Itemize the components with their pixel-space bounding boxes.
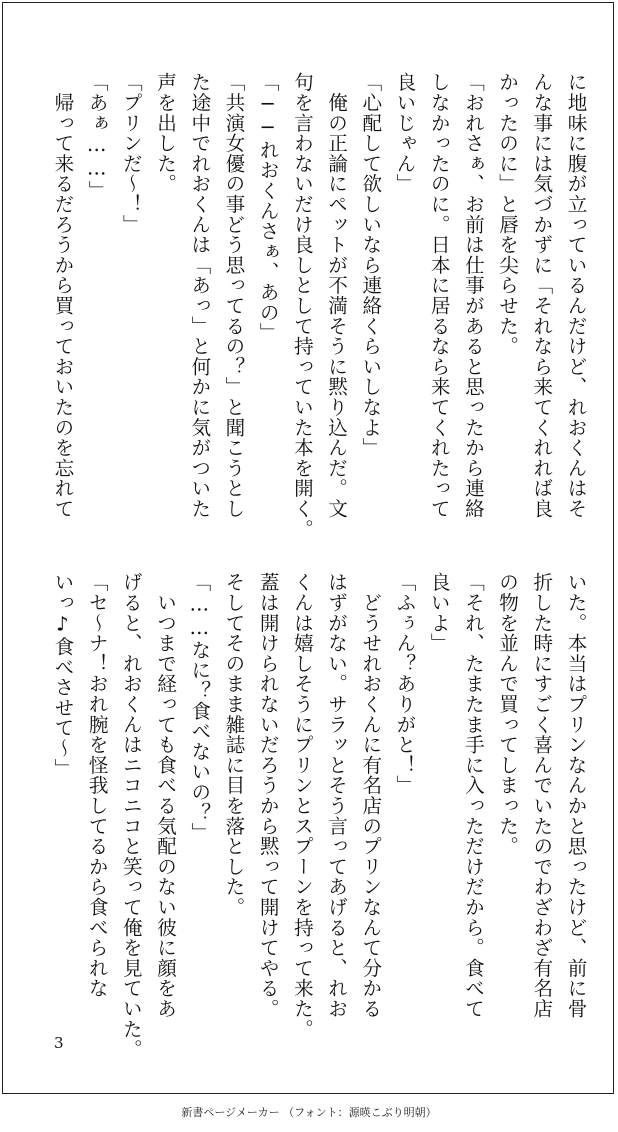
text-line: 句を言わないだけ良しとして持っていた本を開く。	[290, 72, 314, 539]
text-line: 良いよ」	[427, 572, 451, 654]
text-line: いっ♪食べさせて〜」	[50, 572, 74, 779]
text-line: 「──れおくんさぁ、あの」	[256, 72, 280, 343]
text-line: いた。本当はプリンなんかと思ったけど、前に骨	[564, 572, 587, 1019]
text-line: そしてそのまま雑誌に目を落とした。	[221, 572, 245, 918]
text-line: 声を出した。	[153, 72, 177, 194]
text-line: の物を並んで買ってしまった。	[495, 572, 519, 857]
text-line: 「プリンだ〜！」	[119, 72, 143, 235]
text-block-top	[50, 72, 592, 539]
text-line: くんは嬉しそうにプリンとスプーンを持って来た。	[290, 572, 314, 1039]
text-line: どうせれおくんに有名店のプリンなんて分かる	[358, 572, 382, 1019]
footer-credit: 新書ページメーカー （フォント：源暎こぶり明朝）	[181, 1106, 437, 1119]
vertical-text-top	[50, 72, 592, 539]
text-line: はずがない。サラッとそう言ってあげると、れお	[324, 572, 348, 1019]
text-line: 良いじゃん」	[392, 72, 416, 194]
text-line: 蓋は開けられないだろうから黙って開けてやる。	[256, 572, 280, 1019]
text-line: 「……なに？食べないの？」	[187, 572, 211, 843]
text-line: 「心配して欲しいなら連絡くらいしなよ」	[358, 72, 382, 458]
vertical-text-bottom	[50, 572, 592, 1060]
text-line: 「ふぅん？ありがと！」	[392, 572, 416, 796]
text-line: いつまで経っても食べる気配のない彼に顔をあ	[153, 572, 177, 1019]
text-line: かったのに」と唇を尖らせた。	[495, 72, 519, 357]
text-line: 「あぁ……」	[85, 72, 109, 201]
text-line: た途中でれおくんは「あっ」と何かに気がついた	[187, 72, 211, 519]
text-line: 「共演女優の事どう思ってるの？」と聞こうとし	[221, 72, 245, 519]
text-line: 折した時にすごく喜んでいたのでわざわざ有名店	[529, 572, 553, 1019]
text-line: げると、れおくんはニコニコと笑って俺を見ていた。	[119, 572, 143, 1060]
text-line: 「おれさぁ、お前は仕事があると思ったから連絡	[461, 72, 485, 519]
text-line: しなかったのに。日本に居るなら来てくれたって	[427, 72, 451, 519]
text-block-bottom	[50, 572, 592, 1060]
text-line: 「それ、たまたま手に入っただけだから。食べて	[461, 572, 485, 1019]
text-line: 俺の正論にペットが不満そうに黙り込んだ。文	[324, 72, 348, 519]
text-line: 帰って来るだろうから買っておいたのを忘れて	[50, 72, 74, 519]
text-line: に地味に腹が立っているんだけど、れおくんはそ	[564, 72, 587, 519]
page-number: 3	[54, 1034, 64, 1052]
text-line: んな事には気づかずに「それなら来てくれれば良	[529, 72, 553, 519]
text-line: 「セ〜ナ！おれ腕を怪我してるから食べられな	[85, 572, 109, 999]
